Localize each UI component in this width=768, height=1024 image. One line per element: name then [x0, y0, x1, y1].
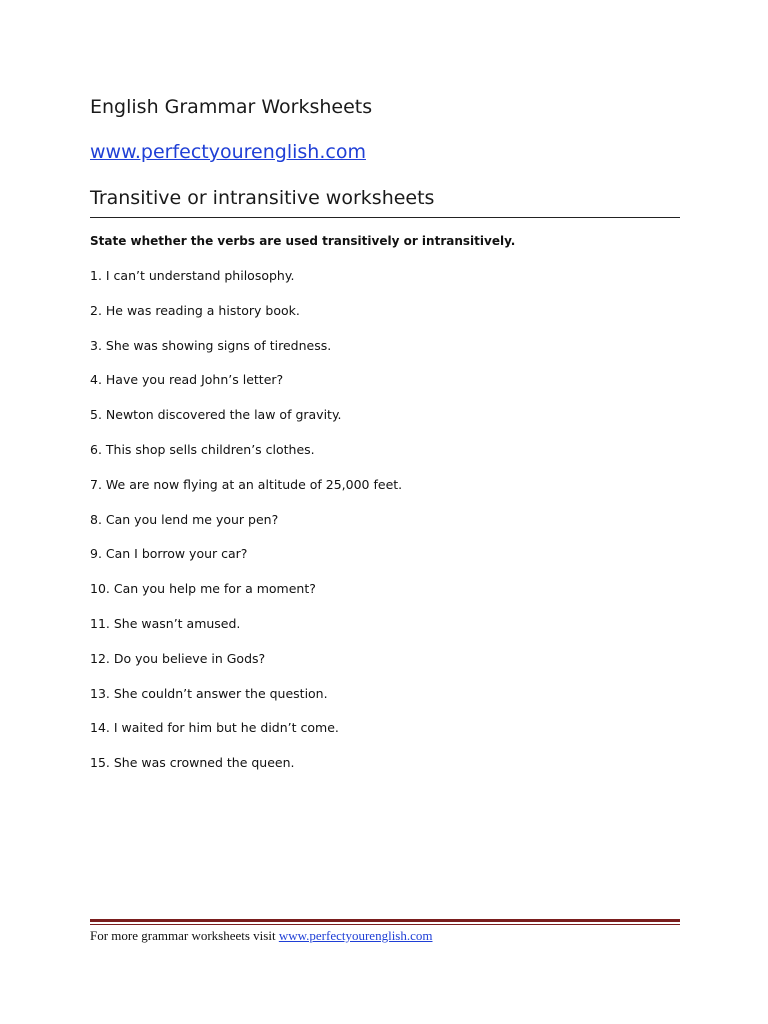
question-item: 1. I can’t understand philosophy. — [90, 268, 295, 283]
question-item: 15. She was crowned the queen. — [90, 755, 295, 771]
question-item: 3. She was showing signs of tiredness. — [90, 337, 332, 353]
footer-text: For more grammar worksheets visit — [90, 928, 279, 943]
question-item: 7. We are now flying at an altitude of 25,000 feet. — [90, 476, 403, 492]
question-item: 6. This shop sells children’s clothes. — [90, 441, 315, 457]
website-link[interactable]: www.perfectyourenglish.com — [90, 141, 366, 163]
question-list — [90, 268, 402, 790]
title-divider — [90, 217, 680, 218]
question-item: 8. Can you lend me your pen? — [90, 511, 279, 527]
question-item: 10. Can you help me for a moment? — [90, 581, 316, 597]
question-item: 2. He was reading a history book. — [90, 302, 300, 318]
document-title: English Grammar Worksheets — [90, 96, 373, 118]
footer-divider-thick — [90, 919, 680, 922]
footer-divider-thin — [90, 924, 680, 925]
worksheet-title: Transitive or intransitive worksheets — [90, 187, 435, 209]
question-item: 11. She wasn’t amused. — [90, 615, 241, 631]
question-item: 12. Do you believe in Gods? — [90, 650, 266, 666]
question-item: 13. She couldn’t answer the question. — [90, 685, 328, 701]
question-item: 4. Have you read John’s letter? — [90, 372, 284, 388]
instruction-text: State whether the verbs are used transitively or intransitively. — [90, 234, 516, 248]
question-item: 5. Newton discovered the law of gravity. — [90, 407, 342, 423]
question-item: 14. I waited for him but he didn’t come. — [90, 720, 339, 736]
footer — [90, 928, 433, 944]
question-item: 9. Can I borrow your car? — [90, 546, 248, 562]
footer-website-link[interactable]: www.perfectyourenglish.com — [278, 928, 433, 943]
